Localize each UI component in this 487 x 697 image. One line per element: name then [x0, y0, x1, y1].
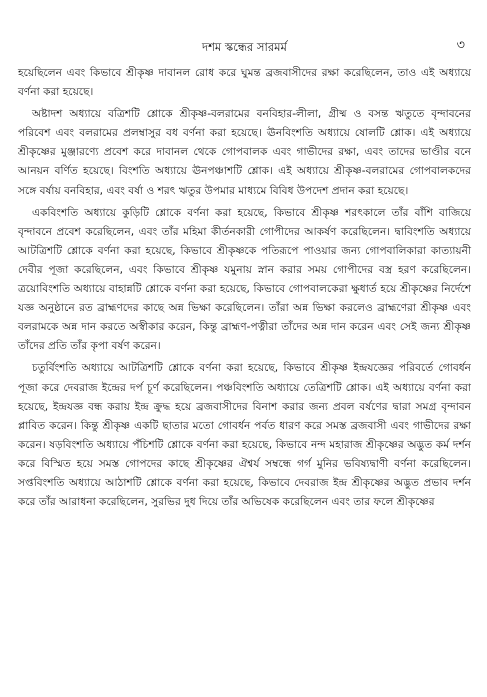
page-header: [18, 0, 471, 52]
body-text: [18, 64, 471, 512]
running-head: দশম স্কন্ধের সারমর্ম: [202, 40, 287, 54]
paragraph-1: হয়েছিলেন এবং কিভাবে শ্রীকৃষ্ণ দাবানল রোধ করে ঘুমন্ত ব্রজবাসীদের রক্ষা করেছিলেন, তাও এই অধ্যায়ে বর্ণনা করা হয়েছে।: [18, 67, 471, 99]
paragraph-4: চতুর্বিংশতি অধ্যায়ে আটত্রিশটি শ্লোকে বর্ণনা করা হয়েছে, কিভাবে শ্রীকৃষ্ণ ইন্দ্রযজ্ঞের পরিবর্তে গোবর্ধন পূজা করে দেবরাজ ইন্দ্রের দর্প চূর্ণ করেছিলেন। পঞ্চবিংশতি অধ্যায়ে তেত্রিশটি শ্লোক। এই অধ্যায়ে বর্ণনা করা হয়েছে, ইন্দ্রযজ্ঞ বন্ধ করায় ইন্দ্র ক্রুদ্ধ হয়ে ব্রজবাসীদের বিনাশ করার জন্য প্রবল বর্ষণের দ্বারা সমগ্র বৃন্দাবন প্লাবিত করেন। কিন্তু শ্রীকৃষ্ণ একটি ছাতার মতো গোবর্ধন পর্বত ধারণ করে সমস্ত ব্রজবাসী এবং গাভীদের রক্ষা করেন। ষড়বিংশতি অধ্যায়ে পঁচিশটি শ্লোকে বর্ণনা করা হয়েছে, কিভাবে নন্দ মহারাজ শ্রীকৃষ্ণের অদ্ভুত কর্ম দর্শন করে বিস্মিত হয়ে সমস্ত গোপদের কাছে শ্রীকৃষ্ণের ঐশ্বর্য সম্বন্ধে গর্গ মুনির ভবিষ্যদ্বাণী বর্ণনা করেছিলেন। সপ্তবিংশতি অধ্যায়ে আঠাশটি শ্লোকে বর্ণনা করা হয়েছে, কিভাবে দেবরাজ ইন্দ্র শ্রীকৃষ্ণের অদ্ভুত প্রভাব দর্শন করে তাঁর আরাধনা করেছিলেন, সুরভির দুধ দিয়ে তাঁর অভিষেক করেছিলেন এবং তার ফলে শ্রীকৃষ্ণের: [18, 362, 471, 509]
page-number: ৩: [456, 38, 465, 53]
paragraph-3: একবিংশতি অধ্যায়ে কুড়িটি শ্লোকে বর্ণনা করা হয়েছে, কিভাবে শ্রীকৃষ্ণ শরৎকালে তাঁর বাঁশি বাজিয়ে বৃন্দাবনে প্রবেশ করেছিলেন, এবং তাঁর মহিমা কীর্তনকারী গোপীদের আকর্ষণ করেছিলেন। দ্বাবিংশতি অধ্যায়ে আটত্রিশটি শ্লোকে বর্ণনা করা হয়েছে, কিভাবে শ্রীকৃষ্ণকে পতিরূপে পাওয়ার জন্য গোপবালিকারা কাত্যায়নী দেবীর পূজা করেছিলেন, এবং কিভাবে শ্রীকৃষ্ণ যমুনায় স্নান করার সময় গোপীদের বস্ত্র হরণ করেছিলেন। ত্রয়োবিংশতি অধ্যায়ে বাহান্নটি শ্লোকে বর্ণনা করা হয়েছে, কিভাবে গোপবালকেরা ক্ষুধার্ত হয়ে শ্রীকৃষ্ণের নির্দেশে যজ্ঞ অনুষ্ঠানে রত ব্রাহ্মণদের কাছে অন্ন ভিক্ষা করেছিলেন। তাঁরা অন্ন ভিক্ষা করলেও ব্রাহ্মণেরা শ্রীকৃষ্ণ এবং বলরামকে অন্ন দান করতে অস্বীকার করেন, কিন্তু ব্রাহ্মণ-পত্নীরা তাঁদের অন্ন দান করেন এবং সেই জন্য শ্রীকৃষ্ণ তাঁদের প্রতি তাঁর কৃপা বর্ষণ করেন।: [18, 206, 471, 353]
paragraph-2: অষ্টাদশ অধ্যায়ে বত্রিশটি শ্লোকে শ্রীকৃষ্ণ-বলরামের বনবিহার-লীলা, গ্রীষ্ম ও বসন্ত ঋতুতে বৃন্দাবনের পরিবেশ এবং বলরামের প্রলম্বাসুর বধ বর্ণনা করা হয়েছে। ঊনবিংশতি অধ্যায়ে ষোলটি শ্লোক। এই অধ্যায়ে শ্রীকৃষ্ণের মুঞ্জারণ্যে প্রবেশ করে দাবানল থেকে গোপবালক এবং গাভীদের রক্ষা, এবং তাদের ভাণ্ডীর বনে আনয়ন বর্ণিত হয়েছে। বিংশতি অধ্যায়ে ঊনপঞ্চাশটি শ্লোক। এই অধ্যায়ে শ্রীকৃষ্ণ-বলরামের গোপবালকদের সঙ্গে বর্ষায় বনবিহার, এবং বর্ষা ও শরৎ ঋতুর উপমার মাধ্যমে বিবিধ উপদেশ প্রদান করা হয়েছে।: [18, 108, 471, 197]
